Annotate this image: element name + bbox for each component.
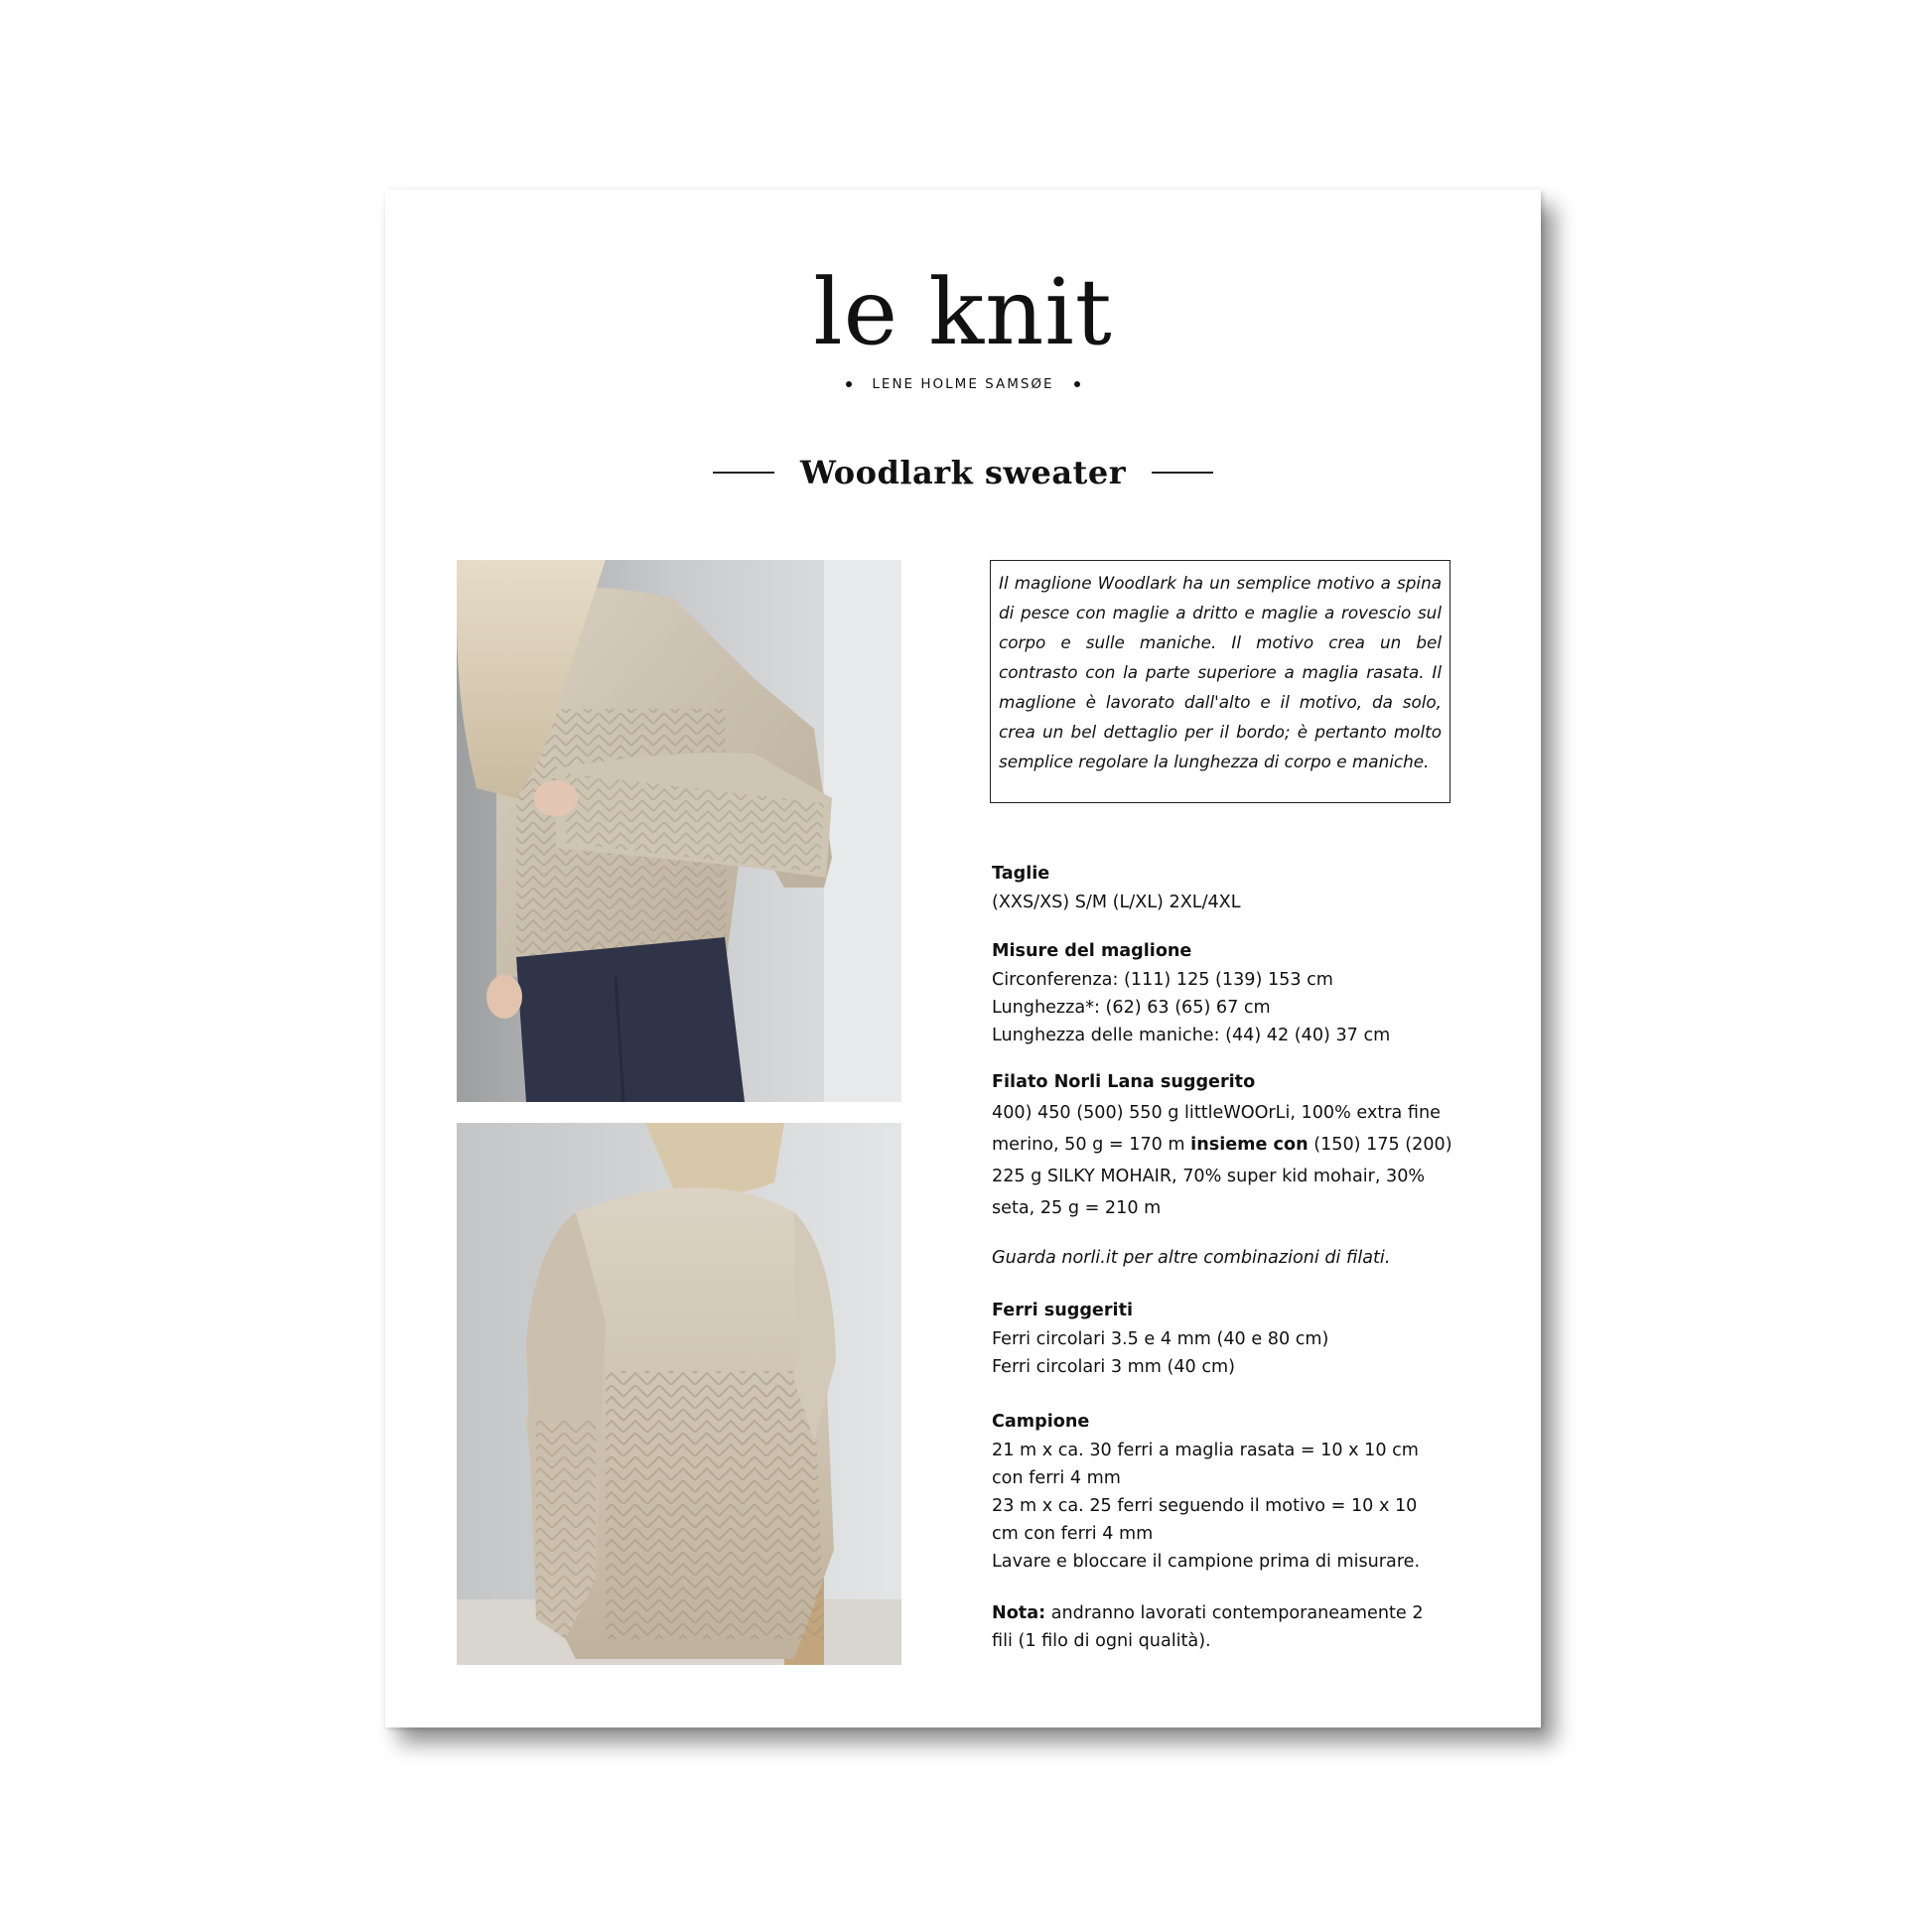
gauge-heading: Campione [992,1412,1090,1432]
brand-tagline [385,376,1541,392]
yarn-line [992,1129,1458,1161]
brand-header [385,259,1541,392]
title-row [385,454,1541,491]
pattern-title: Woodlark sweater [799,454,1127,491]
yarn-note: Guarda norli.it per altre combinazioni di filati. [992,1248,1391,1268]
pattern-page [385,190,1541,1727]
photo-back-sweater [457,1123,901,1665]
note-line [992,1599,1458,1627]
sizes-value: (XXS/XS) S/M (L/XL) 2XL/4XL [992,893,1241,912]
description-box [990,560,1450,803]
gauge-line: Lavare e bloccare il campione prima di misurare. [992,1552,1421,1572]
measurement-line: Lunghezza*: (62) 63 (65) 67 cm [992,998,1271,1018]
note-text: andranno lavorati contemporaneamente 2 [1045,1603,1424,1623]
gauge-line: con ferri 4 mm [992,1468,1121,1488]
photo-front-sweater [457,560,901,1102]
note-label: Nota: [992,1603,1046,1623]
yarn-bold-text: insieme con [1190,1135,1309,1155]
bullet-dot [846,381,852,387]
yarn-line: 400) 450 (500) 550 g littleWOOrLi, 100% extra fine [992,1103,1441,1123]
gauge-line: 23 m x ca. 25 ferri seguendo il motivo = 10 x 10 [992,1496,1418,1516]
pattern-description: Il maglione Woodlark ha un semplice motivo a spina di pesce con maglie a dritto e maglie a rovescio sul corpo e sulle maniche. Il motivo crea un bel contrasto con la parte superiore a maglia rasata. Il maglione è lavorato dall'alto e il motivo, da solo, crea un bel dettaglio per il bordo; è pertanto molto semplice regolare la lunghezza di corpo e maniche. [999,573,1442,771]
yarn-text: (150) 175 (200) [1308,1135,1452,1155]
pattern-specs [992,859,1458,1655]
yarn-line: 225 g SILKY MOHAIR, 70% super kid mohair, 30% [992,1167,1426,1186]
needles-line: Ferri circolari 3.5 e 4 mm (40 e 80 cm) [992,1329,1329,1349]
title-rule-left [713,472,774,474]
gauge-line: 21 m x ca. 30 ferri a maglia rasata = 10 x 10 cm [992,1441,1419,1460]
measurement-line: Circonferenza: (111) 125 (139) 153 cm [992,970,1333,990]
needles-heading: Ferri suggeriti [992,1301,1134,1320]
sweater-back-image [457,1123,901,1665]
designer-name: LENE HOLME SAMSØE [872,376,1054,392]
measurements-heading: Misure del maglione [992,941,1192,961]
gauge-line: cm con ferri 4 mm [992,1524,1154,1544]
sizes-heading: Taglie [992,864,1050,884]
measurement-line: Lunghezza delle maniche: (44) 42 (40) 37 cm [992,1026,1391,1045]
needles-line: Ferri circolari 3 mm (40 cm) [992,1357,1236,1377]
yarn-text: merino, 50 g = 170 m [992,1135,1191,1155]
sweater-front-image [457,560,901,1102]
yarn-heading: Filato Norli Lana suggerito [992,1072,1256,1092]
note-line: fili (1 filo di ogni qualità). [992,1631,1211,1651]
yarn-line: seta, 25 g = 210 m [992,1198,1162,1218]
brand-logo: le knit [813,259,1113,365]
title-rule-right [1152,472,1213,474]
bullet-dot [1074,381,1080,387]
